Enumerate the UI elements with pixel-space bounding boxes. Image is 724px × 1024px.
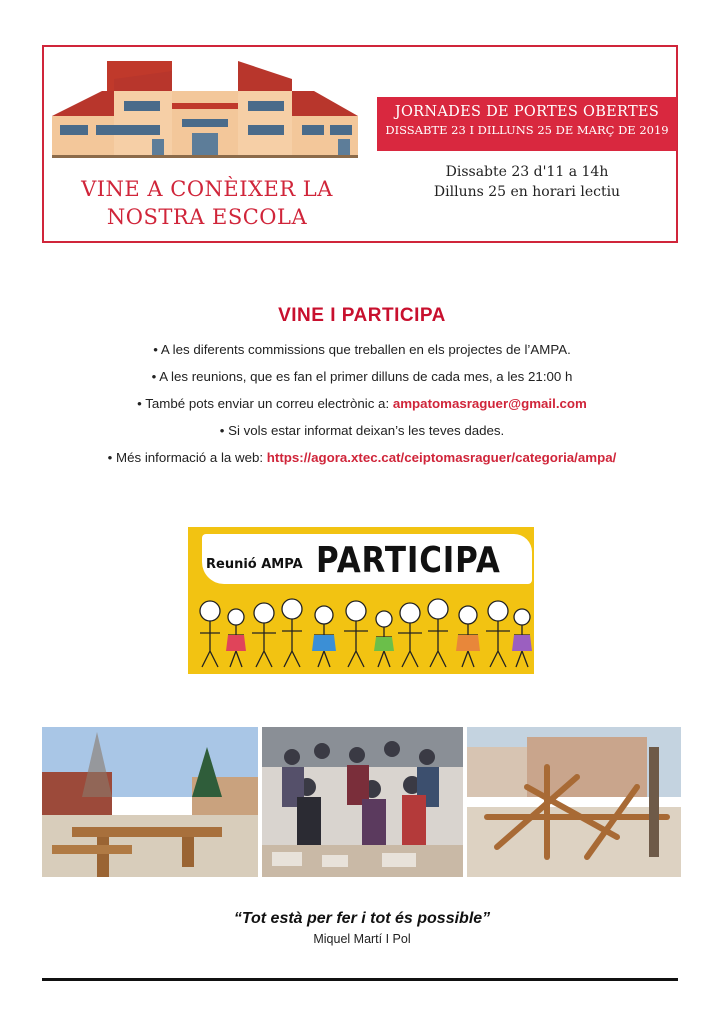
bullet-commissions xyxy=(20,336,704,363)
playground-photo-1 xyxy=(42,727,258,877)
cartoon-people-illustration xyxy=(188,589,534,674)
bottom-divider xyxy=(42,978,678,981)
tagline-line-2: NOSTRA ESCOLA xyxy=(106,205,308,229)
ampa-participate-banner xyxy=(188,527,534,674)
opening-hours xyxy=(377,162,677,202)
hours-monday: Dilluns 25 en horari lectiu xyxy=(433,184,621,200)
quote-author: Miquel Martí I Pol xyxy=(313,932,411,946)
playground-photo-2 xyxy=(467,727,681,877)
hours-saturday: Dissabte 23 d'11 a 14h xyxy=(445,164,609,180)
participate-section xyxy=(20,305,704,471)
open-day-header xyxy=(42,45,678,243)
banner-small-label: Reunió AMPA xyxy=(206,557,303,572)
banner-dates: DISSABTE 23 I DILLUNS 25 DE MARÇ DE 2019 xyxy=(385,123,669,137)
website-link[interactable]: https://agora.xtec.cat/ceiptomasraguer/categoria/ampa/ xyxy=(266,450,617,465)
school-building-illustration xyxy=(52,61,358,161)
bullet-email xyxy=(20,390,704,417)
bullet-text: • A les reunions, que es fan el primer dilluns de cada mes, a les 21:00 h xyxy=(151,369,573,384)
school-tagline xyxy=(62,175,352,231)
banner-title: JORNADES DE PORTES OBERTES xyxy=(394,104,660,120)
bullet-text: • També pots enviar un correu electrònic a: xyxy=(137,396,393,411)
tagline-line-1: VINE A CONÈIXER LA xyxy=(81,177,333,201)
bullet-text: • Si vols estar informat deixan’s les teves dades. xyxy=(219,423,505,438)
bullet-text: • A les diferents commissions que treballen en els projectes de l’AMPA. xyxy=(153,342,571,357)
bullet-web xyxy=(20,444,704,471)
school-fair-photo xyxy=(262,727,463,877)
bullet-data xyxy=(20,417,704,444)
bullet-meetings xyxy=(20,363,704,390)
banner-big-label: PARTICIPA xyxy=(316,540,501,581)
quote-text: “Tot està per fer i tot és possible” xyxy=(233,910,491,927)
email-link[interactable]: ampatomasraguer@gmail.com xyxy=(392,396,587,411)
open-days-banner xyxy=(377,97,677,151)
section-title: VINE I PARTICIPA xyxy=(278,305,446,326)
bullet-text: • Més informació a la web: xyxy=(107,450,267,465)
